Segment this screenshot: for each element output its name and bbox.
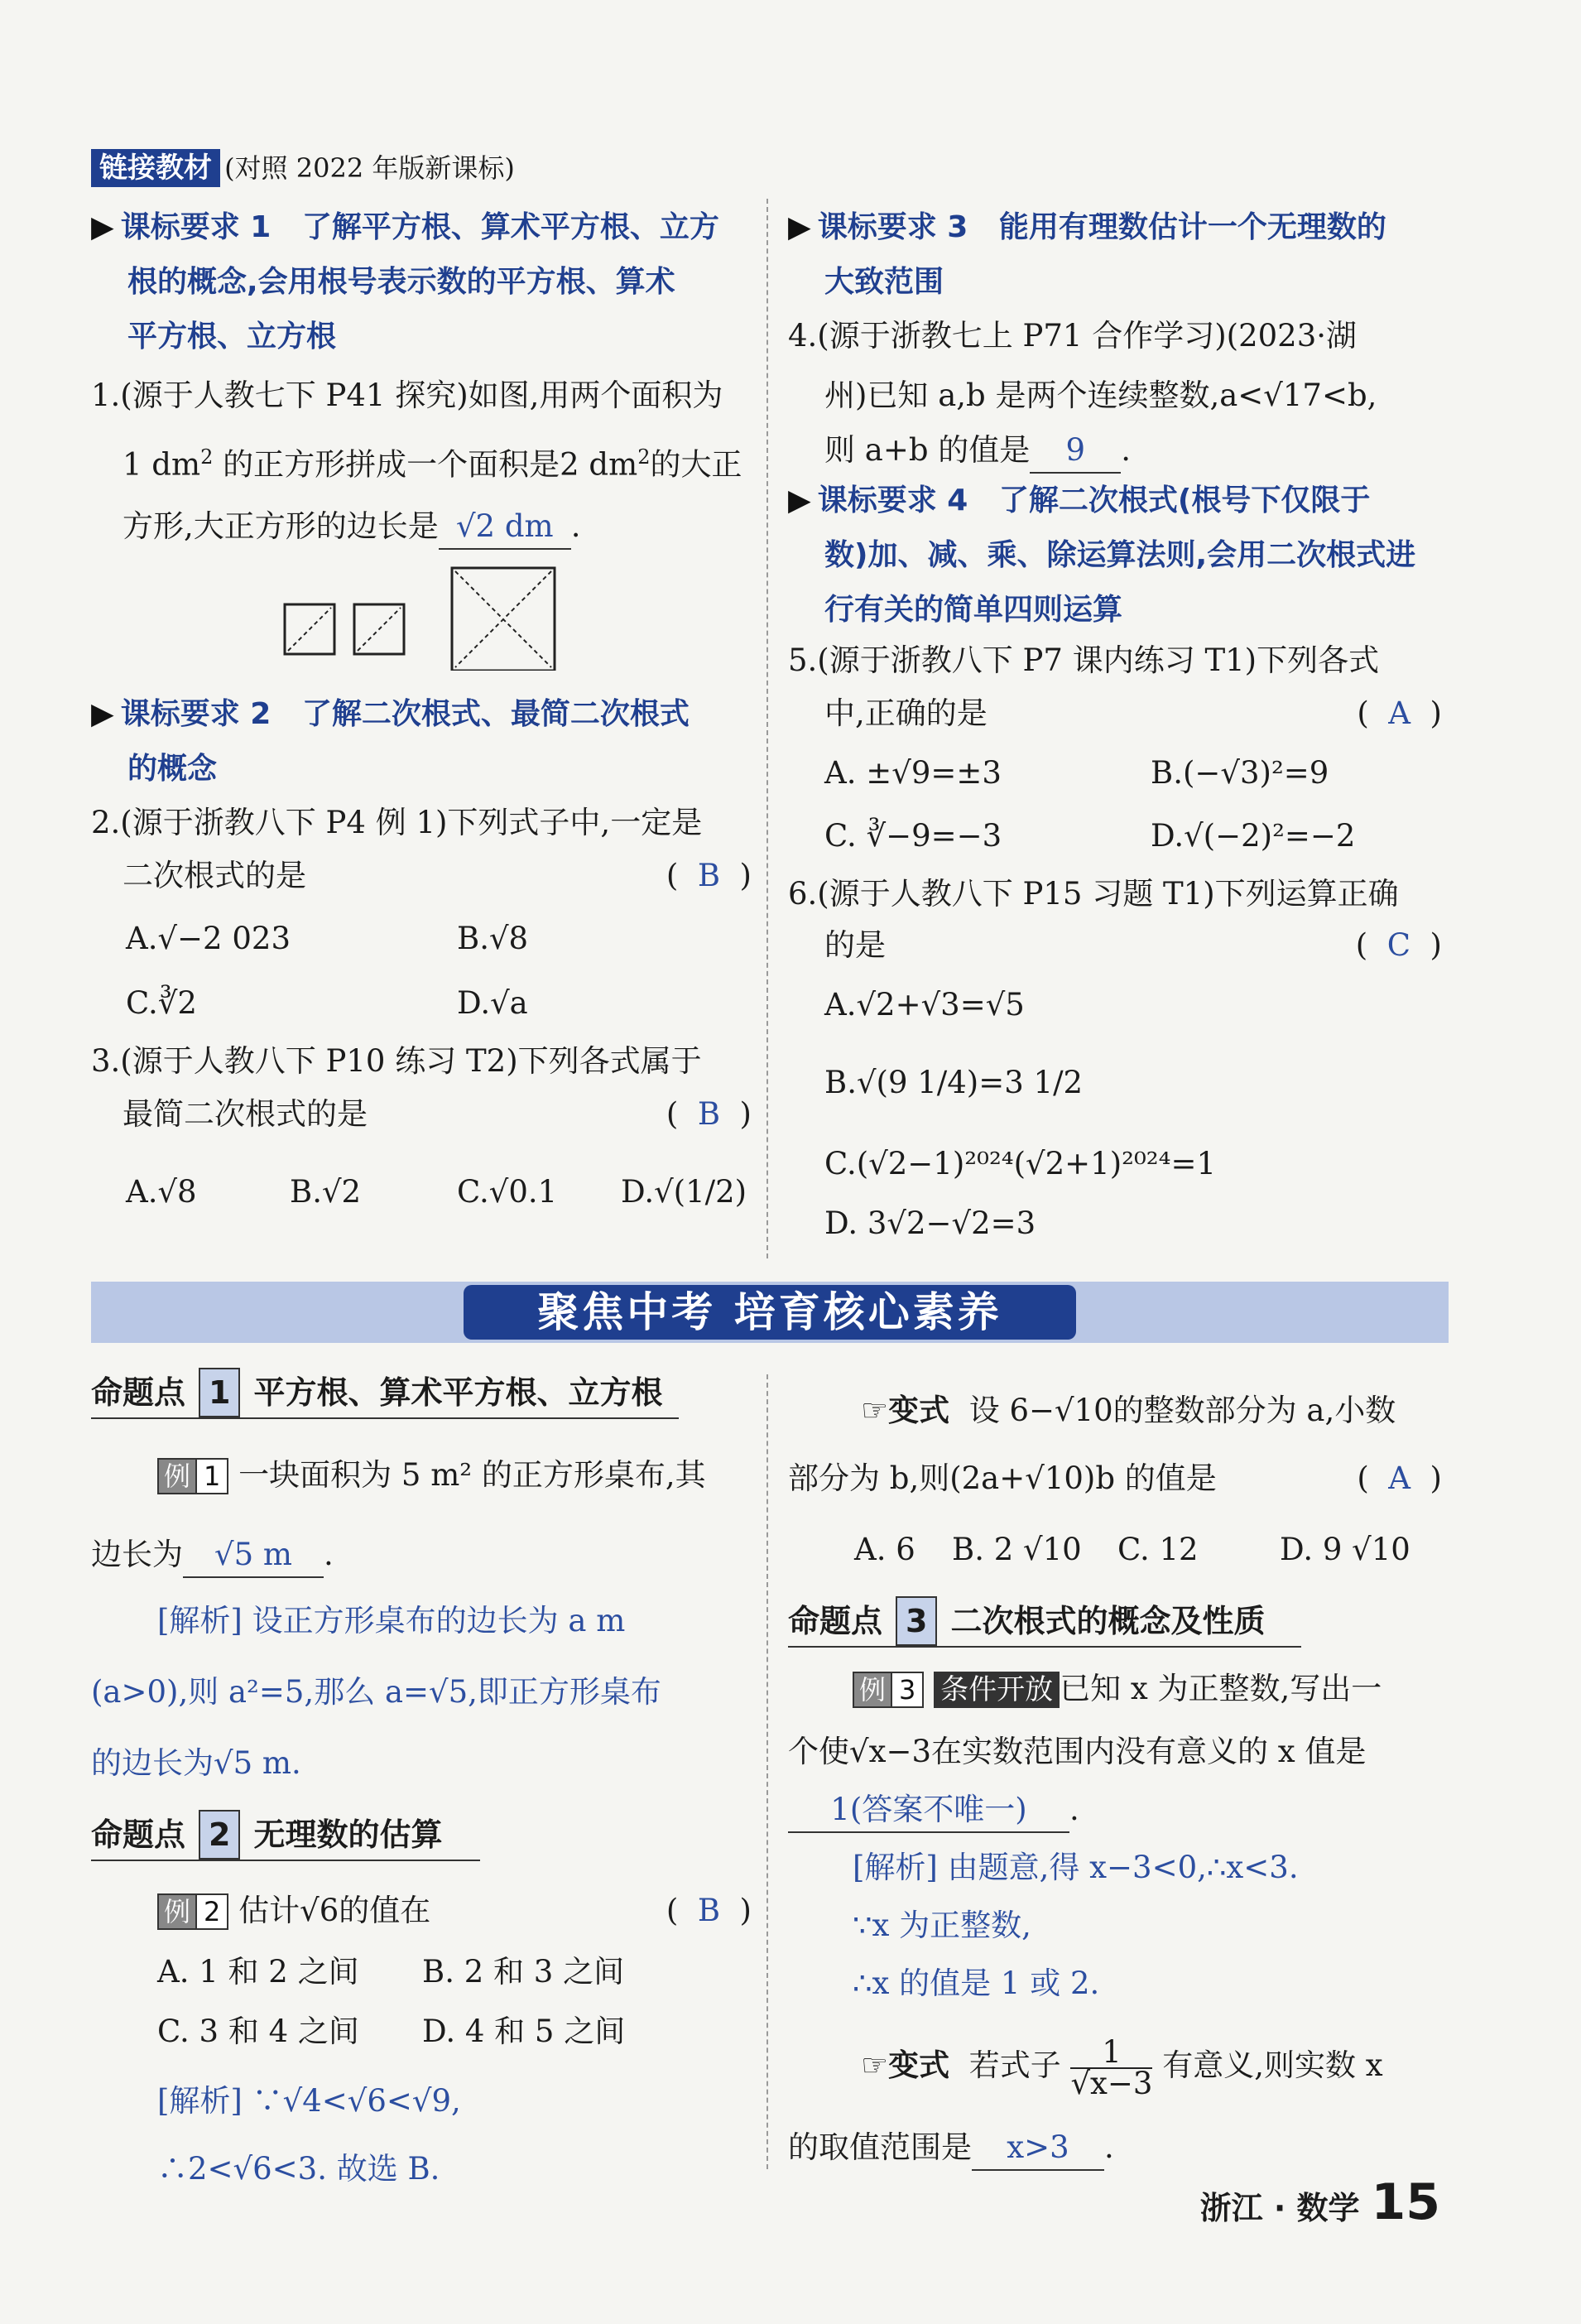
example-2-option-a: A. 1 和 2 之间 (157, 1954, 359, 1990)
solution-3-line3: ∴x 的值是 1 或 2. (853, 1966, 1100, 2001)
q4-line1: 4.(源于浙教七上 P71 合作学习)(2023·湖 (788, 318, 1358, 354)
square-figure (281, 563, 563, 671)
q2-line2: 二次根式的是 ( B ) (123, 858, 752, 893)
q2-answer: B (697, 858, 721, 893)
footer-subject: 浙江 · 数学 (1199, 2190, 1360, 2226)
requirement-2: ▶ 课标要求 2 了解二次根式、最简二次根式 的概念 (91, 697, 690, 786)
example-1-line1: 例 1 一块面积为 5 m² 的正方形桌布,其 (157, 1454, 706, 1497)
example-1-line2: 边长为 √5 m . (91, 1533, 334, 1578)
solution-2-line2: ∴2<√6<3. 故选 B. (157, 2151, 440, 2187)
solution-2-line1: [解析] ∵√4<√6<√9, (157, 2083, 461, 2119)
variant-2-line2: 的取值范围是 x>3 . (788, 2126, 1114, 2171)
variant-1-answer: A (1388, 1460, 1411, 1496)
q4-line3: 则 a+b 的值是 9 . (824, 429, 1131, 474)
variant-1-option-a: A. 6 (854, 1532, 915, 1567)
variant-1-line2: 部分为 b,则(2a+√10)b 的值是 ( A ) (788, 1460, 1442, 1496)
solution-3-line2: ∵x 为正整数, (853, 1908, 1031, 1943)
solution-1-line2: (a>0),则 a²=5,那么 a=√5,即正方形桌布 (91, 1674, 661, 1710)
q5-option-b: B.(−√3)²=9 (1151, 755, 1329, 791)
q3-line1: 3.(源于人教八下 P10 练习 T2)下列各式属于 (91, 1043, 702, 1079)
q4-answer: 9 (1030, 429, 1121, 474)
q2-option-a: A.√−2 023 (126, 921, 291, 956)
variant-1-line1: ☞变式 设 6−√10的整数部分为 a,小数 (861, 1393, 1396, 1428)
q6-option-d: D. 3√2−√2=3 (824, 1205, 1036, 1241)
solution-1-line3: 的边长为√5 m. (91, 1745, 301, 1781)
example-3-line2: 个使√x−3在实数范围内没有意义的 x 值是 (788, 1734, 1367, 1769)
q3-option-a: A.√8 (126, 1174, 197, 1210)
q2-option-c: C.∛2 (126, 985, 197, 1021)
example-3-line3: 1(答案不唯一) . (788, 1788, 1079, 1833)
q5-answer: A (1388, 695, 1411, 731)
open-condition-tag: 条件开放 (934, 1672, 1060, 1708)
topic-1-heading: 命题点 1 平方根、算术平方根、立方根 (91, 1368, 662, 1417)
example-2-option-c: C. 3 和 4 之间 (157, 2014, 359, 2049)
topic-3-heading: 命题点 3 二次根式的概念及性质 (788, 1596, 1265, 1646)
q5-line2: 中,正确的是 ( A ) (824, 695, 1442, 731)
q6-option-a: A.√2+√3=√5 (824, 987, 1025, 1022)
q5-option-c: C. ∛−9=−3 (824, 818, 1002, 854)
column-divider-top (766, 199, 768, 1258)
link-textbook-tag: 链接教材 (91, 149, 220, 187)
variant-1-option-b: B. 2 √10 (952, 1532, 1082, 1567)
q3-answer: B (697, 1096, 721, 1132)
column-divider-bottom (766, 1374, 768, 2169)
q5-option-a: A. ±√9=±3 (824, 755, 1002, 791)
q1-answer: √2 dm (439, 505, 571, 550)
section-banner-title: 聚焦中考 培育核心素养 (464, 1285, 1076, 1340)
requirement-3: ▶ 课标要求 3 能用有理数估计一个无理数的 大致范围 (788, 210, 1386, 299)
variant-1-option-d: D. 9 √10 (1280, 1532, 1410, 1567)
example-2-answer: B (697, 1893, 721, 1928)
q5-line1: 5.(源于浙教八下 P7 课内练习 T1)下列各式 (788, 642, 1380, 678)
q3-line2: 最简二次根式的是 ( B ) (123, 1096, 752, 1132)
q3-option-b: B.√2 (290, 1174, 362, 1210)
q6-line2: 的是 ( C ) (824, 927, 1442, 963)
topic-2-heading: 命题点 2 无理数的估算 (91, 1810, 442, 1860)
variant-2-line1: ☞变式 若式子 $\frac{1}{√x-3}$ 有意义,则实数 x (861, 2033, 1383, 2101)
requirement-1: ▶ 课标要求 1 了解平方根、算术平方根、立方 根的概念,会用根号表示数的平方根、算术 平方根、立方根 (91, 210, 719, 354)
example-2-line1: 例 2 估计√6的值在 ( B ) (157, 1889, 752, 1932)
q6-line1: 6.(源于人教八下 P15 习题 T1)下列运算正确 (788, 876, 1399, 912)
page-number: 15 (1371, 2173, 1440, 2231)
q1-line2: 1 dm$^2$ 的正方形拼成一个面积是2 dm$^2$的大正 (123, 445, 742, 483)
requirement-4: ▶ 课标要求 4 了解二次根式(根号下仅限于 数)加、减、乘、除运算法则,会用二次根式进 行有关的简单四则运算 (788, 484, 1416, 627)
q3-option-c: C.√0.1 (457, 1174, 558, 1210)
topic-2-underline (91, 1860, 480, 1861)
q1-line1: 1.(源于人教七下 P41 探究)如图,用两个面积为 (91, 378, 723, 413)
variant-1-option-c: C. 12 (1117, 1532, 1199, 1567)
section-header (91, 147, 515, 187)
q4-line2: 州)已知 a,b 是两个连续整数,a<√17<b, (824, 378, 1377, 413)
example-1-answer: √5 m (183, 1533, 324, 1578)
topic-3-underline (788, 1646, 1301, 1648)
q6-option-b: B.√(9 1/4)=3 1/2 (824, 1065, 1084, 1100)
q6-answer: C (1386, 927, 1411, 963)
q2-line1: 2.(源于浙教八下 P4 例 1)下列式子中,一定是 (91, 805, 703, 840)
page-footer (1200, 2173, 1440, 2231)
solution-1-line1: [解析] 设正方形桌布的边长为 a m (157, 1603, 626, 1638)
q2-option-d: D.√a (457, 985, 528, 1021)
q3-option-d: D.√(1/2) (621, 1174, 747, 1210)
q5-option-d: D.√(−2)²=−2 (1151, 818, 1356, 854)
variant-2-answer: x>3 (972, 2126, 1104, 2171)
variant-2-fraction: $\frac{1}{√x-3}$ (1070, 2033, 1153, 2101)
header-note: (对照 2022 年版新课标) (224, 152, 515, 184)
q2-option-b: B.√8 (457, 921, 529, 956)
q6-option-c: C.(√2−1)²⁰²⁴(√2+1)²⁰²⁴=1 (824, 1146, 1217, 1181)
example-3-answer: 1(答案不唯一) (788, 1788, 1069, 1833)
example-3-line1: 例 3 条件开放 已知 x 为正整数,写出一 (853, 1667, 1382, 1711)
example-2-option-d: D. 4 和 5 之间 (422, 2014, 626, 2049)
q1-line3: 方形,大正方形的边长是 √2 dm . (123, 505, 581, 550)
solution-3-line1: [解析] 由题意,得 x−3<0,∴x<3. (853, 1850, 1299, 1885)
example-2-option-b: B. 2 和 3 之间 (422, 1954, 625, 1990)
topic-1-underline (91, 1417, 679, 1419)
